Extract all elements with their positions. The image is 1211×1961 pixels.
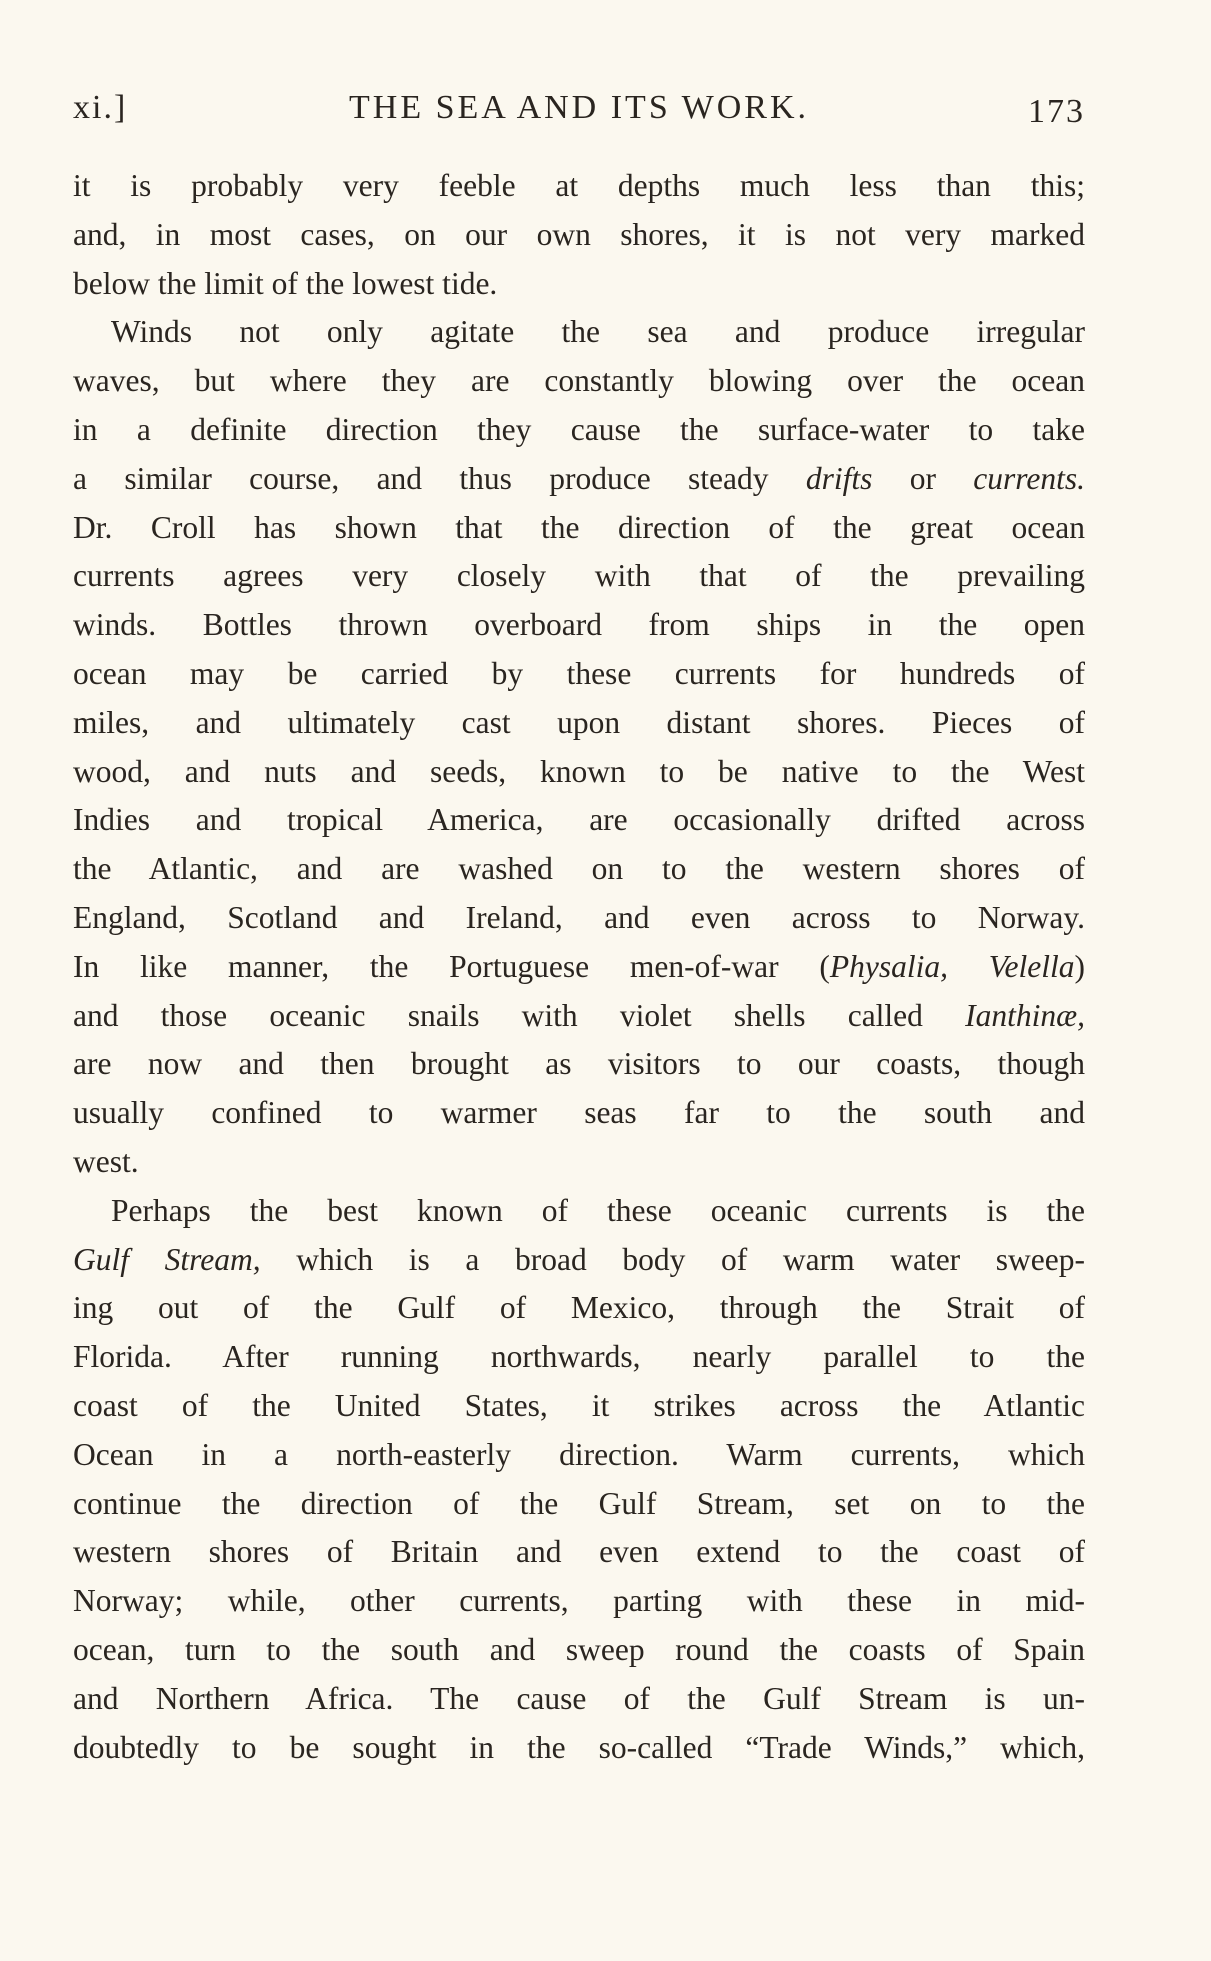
text-run: usually confined to warmer seas far to the south and [73, 1095, 1085, 1131]
text-line [73, 1089, 1085, 1138]
text-line [73, 1528, 1085, 1577]
paragraph [73, 308, 1085, 1186]
text-line [73, 1382, 1085, 1431]
text-run: Florida. After running northwards, nearly parallel to the [73, 1339, 1085, 1375]
text-run: wood, and nuts and seeds, known to be native to the West [73, 753, 1085, 789]
text-run: coast of the United States, it strikes across the Atlantic [73, 1387, 1085, 1423]
text-line [73, 943, 1085, 992]
running-title: THE SEA AND ITS WORK. [349, 89, 809, 126]
text-run: winds. Bottles thrown overboard from ships in the open [73, 607, 1085, 643]
text-line [73, 308, 1085, 357]
text-line [73, 406, 1085, 455]
text-line [73, 1577, 1085, 1626]
text-line [73, 357, 1085, 406]
text-line [73, 699, 1085, 748]
text-line [73, 894, 1085, 943]
text-run: it is probably very feeble at depths much less than this; [73, 168, 1085, 203]
text-line [73, 601, 1085, 650]
text-run: ocean, turn to the south and sweep round the coasts of Spain [73, 1631, 1085, 1667]
text-line [73, 1626, 1085, 1675]
text-run: Ocean in a north-easterly direction. Warm currents, which [73, 1436, 1085, 1472]
text-line [73, 260, 1085, 309]
text-line [73, 845, 1085, 894]
text-run: England, Scotland and Ireland, and even across to Norway. [73, 899, 1085, 935]
text-run: are now and then brought as visitors to our coasts, though [73, 1046, 1085, 1082]
text-line [73, 552, 1085, 601]
text-run: miles, and ultimately cast upon distant shores. Pieces of [73, 704, 1085, 740]
text-line [73, 162, 1085, 211]
text-run: Norway; while, other currents, parting with these in mid- [73, 1583, 1085, 1619]
italic-text: currents. [973, 460, 1085, 496]
text-line [73, 1236, 1085, 1285]
text-run: or [872, 460, 974, 496]
text-line [73, 1480, 1085, 1529]
italic-text: drifts [805, 460, 873, 496]
text-run: west. [73, 1143, 139, 1179]
text-line [73, 1675, 1085, 1724]
text-run: ing out of the Gulf of Mexico, through the Strait of [73, 1290, 1085, 1326]
text-run: Winds not only agitate the sea and produce irregular [111, 314, 1085, 350]
text-line [73, 1040, 1085, 1089]
text-run: continue the direction of the Gulf Stream, set on to the [73, 1485, 1085, 1521]
text-line [73, 748, 1085, 797]
text-run: a similar course, and thus produce steady [73, 460, 806, 496]
text-line [73, 992, 1085, 1041]
text-run: In like manner, the Portuguese men-of-war ( [73, 948, 830, 984]
text-run: currents agrees very closely with that of the prevailing [73, 558, 1085, 594]
text-run: and, in most cases, on our own shores, it is not very marked [73, 216, 1085, 252]
text-line [73, 1284, 1085, 1333]
text-run: doubtedly to be sought in the so-called “Trade Winds,” which, [73, 1729, 1085, 1765]
text-line [73, 1724, 1085, 1773]
italic-text: Gulf Stream, [73, 1241, 261, 1277]
text-run: Perhaps the best known of these oceanic currents is the [111, 1192, 1085, 1228]
text-line [73, 1138, 1085, 1187]
text-run: below the limit of the lowest tide. [73, 265, 498, 301]
text-run: and those oceanic snails with violet shells called [73, 997, 966, 1033]
text-line [73, 504, 1085, 553]
chapter-marker: xi.] [73, 89, 128, 126]
text-run: waves, but where they are constantly blowing over the ocean [73, 363, 1085, 399]
text-run: western shores of Britain and even extend to the coast of [73, 1534, 1085, 1570]
text-line [73, 1187, 1085, 1236]
text-line [73, 211, 1085, 260]
body-text [73, 162, 1085, 1772]
text-run: the Atlantic, and are washed on to the western shores of [73, 851, 1085, 887]
text-run: ) [1074, 948, 1086, 984]
text-line [73, 1431, 1085, 1480]
italic-text: Ianthinæ, [965, 997, 1085, 1033]
text-run: Dr. Croll has shown that the direction of the great ocean [73, 509, 1085, 545]
text-line [73, 650, 1085, 699]
page-number: 173 [1028, 93, 1085, 130]
text-run: and Northern Africa. The cause of the Gulf Stream is un- [73, 1680, 1085, 1716]
text-run: Indies and tropical America, are occasionally drifted across [73, 802, 1085, 838]
paragraph [73, 1187, 1085, 1773]
text-line [73, 1333, 1085, 1382]
text-line [73, 796, 1085, 845]
paragraph [73, 162, 1085, 308]
text-run: which is a broad body of warm water sweep- [260, 1241, 1085, 1277]
text-run: in a definite direction they cause the surface-water to take [73, 411, 1085, 447]
text-run: ocean may be carried by these currents for hundreds of [73, 655, 1085, 691]
italic-text: Physalia, Velella [829, 948, 1075, 984]
text-line [73, 455, 1085, 504]
running-head [73, 86, 1085, 130]
